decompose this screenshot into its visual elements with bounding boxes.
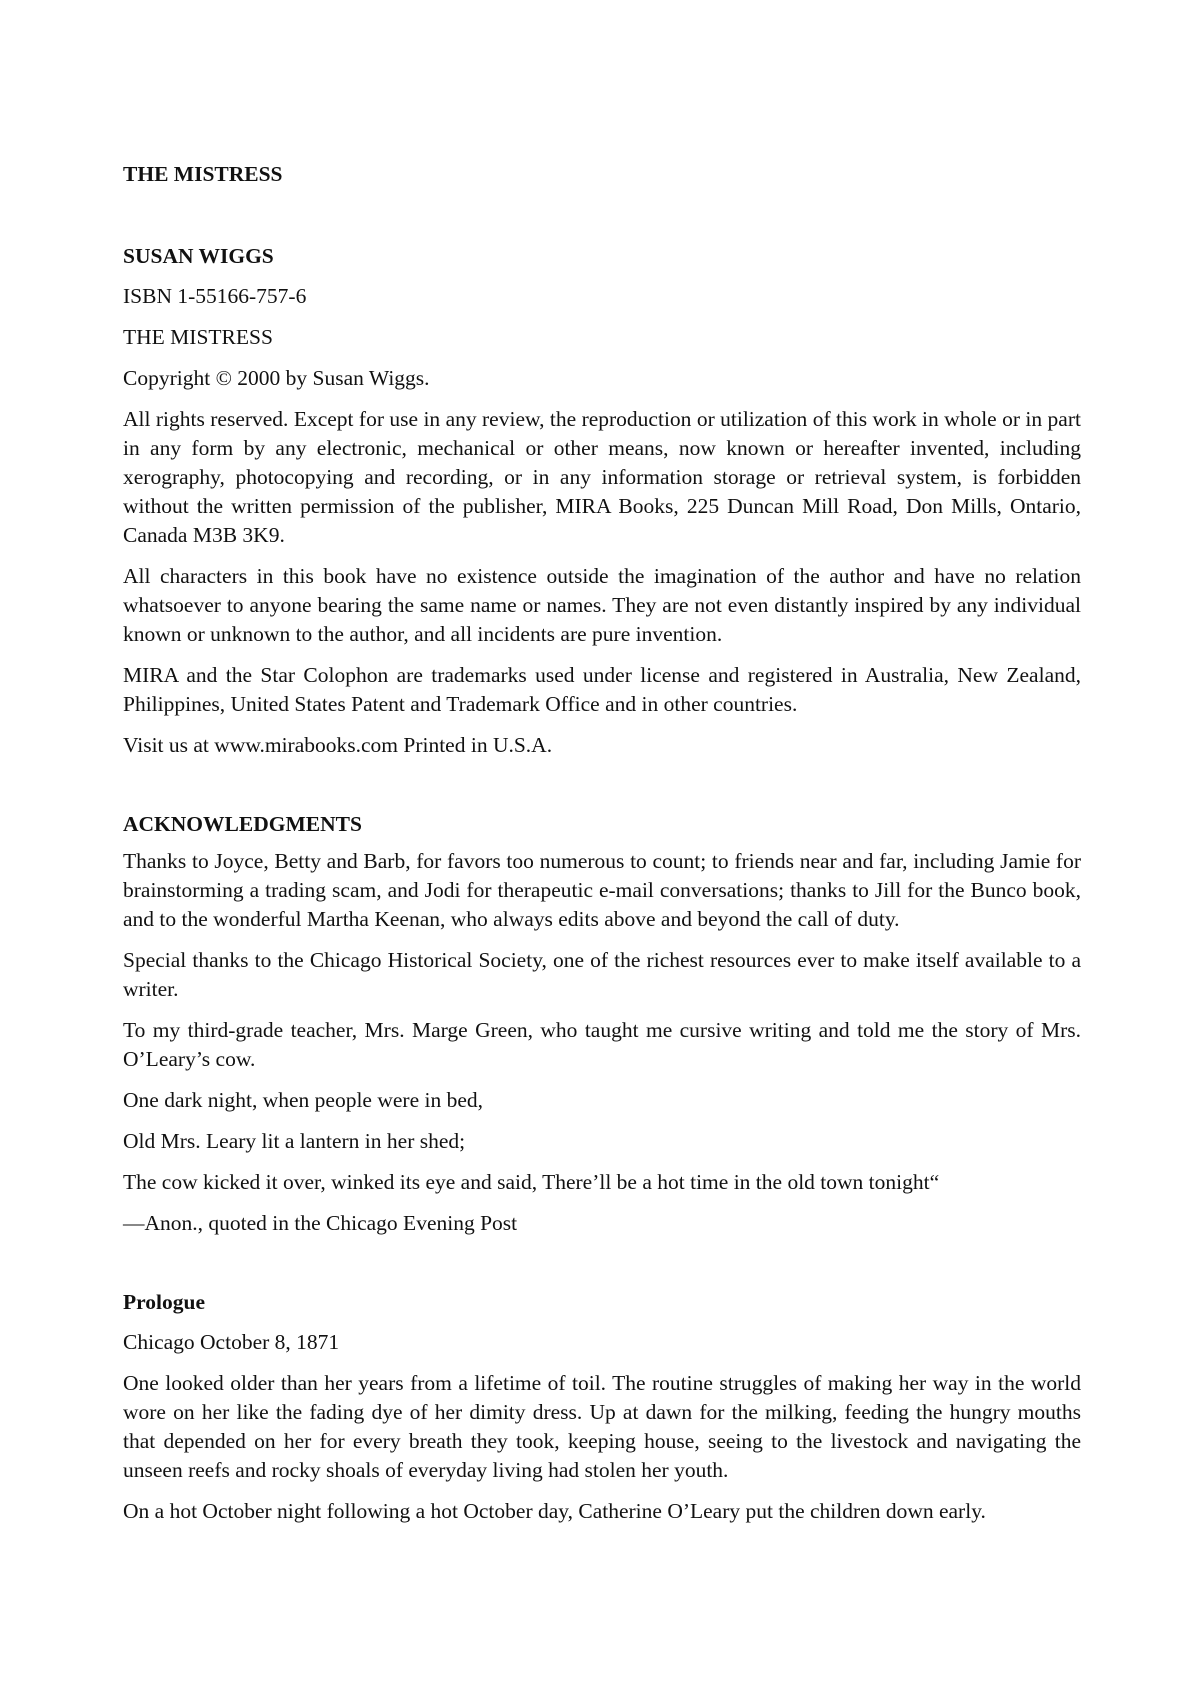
fiction-notice-paragraph: All characters in this book have no existence outside the imagination of the author and have no relation whatsoever to anyone bearing the same name or names. They are not even distantly inspired by any individual known or unknown to the author, and all incidents are pure invention. — [123, 564, 1081, 646]
spacer — [123, 772, 1081, 810]
thanks-paragraph: Thanks to Joyce, Betty and Barb, for favors too numerous to count; to friends near and far, including Jamie for brainstorming a trading scam, and Jodi for therapeutic e-mail conversations; thanks to Jill for the Bunco book, and to the wonderful Martha Keenan, who always edits above and beyond the call of duty. — [123, 849, 1081, 931]
isbn-line: ISBN 1-55166-757-6 — [123, 284, 307, 308]
teacher-paragraph: To my third-grade teacher, Mrs. Marge Green, who taught me cursive writing and told me the story of Mrs. O’Leary’s cow. — [123, 1018, 1081, 1071]
trademark-paragraph: MIRA and the Star Colophon are trademarks used under license and registered in Australia, New Zealand, Philippines, United States Patent and Trademark Office and in other countries. — [123, 663, 1081, 716]
spacer — [123, 839, 1081, 847]
author-heading: SUSAN WIGGS — [123, 244, 274, 268]
dateline: Chicago October 8, 1871 — [123, 1330, 340, 1354]
spacer — [123, 271, 1081, 282]
spacer — [123, 1317, 1081, 1328]
book-title: THE MISTRESS — [123, 162, 283, 186]
verse-line: Old Mrs. Leary lit a lantern in her shed; — [123, 1129, 466, 1153]
acknowledgments-heading: ACKNOWLEDGMENTS — [123, 812, 362, 836]
spacer — [123, 1250, 1081, 1288]
visit-line: Visit us at www.mirabooks.com Printed in U.S.A. — [123, 733, 553, 757]
verse-line: One dark night, when people were in bed, — [123, 1088, 484, 1112]
document-page — [123, 160, 1081, 1538]
copyright-line: Copyright © 2000 by Susan Wiggs. — [123, 366, 430, 390]
verse-line: The cow kicked it over, winked its eye and said, There’ll be a hot time in the old town tonight“ — [123, 1170, 940, 1194]
rights-paragraph: All rights reserved. Except for use in any review, the reproduction or utilization of this work in whole or in part in any form by any electronic, mechanical or other means, now known or hereafter invented, including xerography, photocopying and recording, or in any information storage or retrieval system, is forbidden without the written permission of the publisher, MIRA Books, 225 Duncan Mill Road, Don Mills, Ontario, Canada M3B 3K9. — [123, 407, 1081, 547]
prologue-paragraph: On a hot October night following a hot October day, Catherine O’Leary put the children down early. — [123, 1499, 986, 1523]
title-line: THE MISTRESS — [123, 325, 273, 349]
special-thanks-paragraph: Special thanks to the Chicago Historical Society, one of the richest resources ever to make itself available to a writer. — [123, 948, 1081, 1001]
prologue-paragraph: One looked older than her years from a lifetime of toil. The routine struggles of making her way in the world wore on her like the fading dye of her dimity dress. Up at dawn for the milking, feeding the hungry mouths that depended on her for every breath they took, keeping house, seeing to the livestock and navigating the unseen reefs and rocky shoals of everyday living had stolen her youth. — [123, 1371, 1081, 1482]
attribution-line: —Anon., quoted in the Chicago Evening Post — [123, 1211, 518, 1235]
prologue-heading: Prologue — [123, 1290, 206, 1314]
spacer — [123, 189, 1081, 242]
